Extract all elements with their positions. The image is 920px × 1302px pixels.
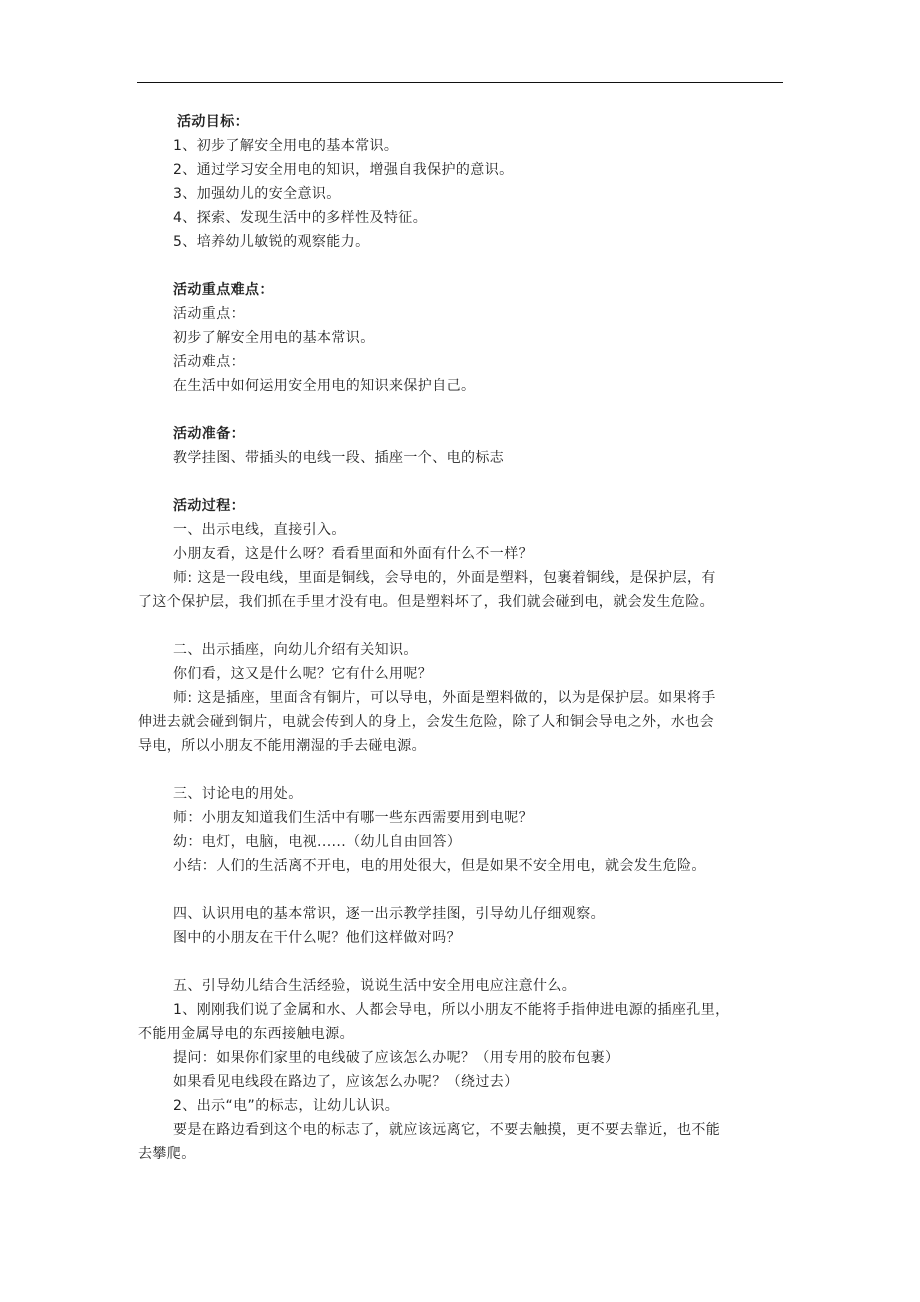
key-title: 活动重点难点： [173, 282, 274, 298]
step1-teacher-line: 了这个保护层，我们抓在手里才没有电。但是塑料坏了，我们就会碰到电，就会发生危险。 [138, 594, 714, 610]
prep-title: 活动准备： [173, 426, 245, 442]
process-title: 活动过程： [173, 498, 245, 514]
step5-ask2: 如果看见电线段在路边了，应该怎么办呢？（绕过去） [173, 1074, 519, 1090]
step5-point1: 1、刚刚我们说了金属和水、人都会导电，所以小朋友不能将手指伸进电源的插座孔里， [173, 1002, 730, 1018]
step5-point2: 2、出示“电”的标志，让幼儿认识。 [173, 1098, 400, 1114]
goal-item: 1、初步了解安全用电的基本常识。 [173, 138, 399, 154]
step4-heading: 四、认识用电的基本常识，逐一出示教学挂图，引导幼儿仔细观察。 [173, 906, 605, 922]
step2-teacher-line: 师: 这是插座，里面含有铜片，可以导电，外面是塑料做的，以为是保护层。如果将手 [173, 690, 716, 706]
goal-item: 3、加强幼儿的安全意识。 [173, 186, 341, 202]
step2-teacher-line: 伸进去就会碰到铜片，电就会传到人的身上，会发生危险，除了人和铜会导电之外，水也会 [138, 714, 714, 730]
step5-point1: 不能用金属导电的东西接触电源。 [138, 1026, 354, 1042]
step5-point3: 去攀爬。 [138, 1146, 196, 1162]
step1-teacher-line: 师: 这是一段电线，里面是铜线，会导电的，外面是塑料，包裹着铜线，是保护层，有 [173, 570, 716, 586]
prep-text: 教学挂图、带插头的电线一段、插座一个、电的标志 [173, 450, 505, 466]
step3-heading: 三、讨论电的用处。 [173, 786, 303, 802]
goal-item: 2、通过学习安全用电的知识，增强自我保护的意识。 [173, 162, 514, 178]
goals-title: 活动目标： [177, 114, 249, 130]
step2-teacher-line: 导电，所以小朋友不能用潮湿的手去碰电源。 [138, 738, 426, 754]
goal-item: 4、探索、发现生活中的多样性及特征。 [173, 210, 428, 226]
step2-heading: 二、出示插座，向幼儿介绍有关知识。 [173, 642, 418, 658]
step2-question: 你们看，这又是什么呢？它有什么用呢？ [173, 666, 433, 682]
difficulty-text: 在生活中如何运用安全用电的知识来保护自己。 [173, 378, 476, 394]
step4-question: 图中的小朋友在干什么呢？他们这样做对吗？ [173, 930, 461, 946]
step5-point3: 要是在路边看到这个电的标志了，就应该远离它，不要去触摸，更不要去靠近，也不能 [173, 1122, 721, 1138]
step3-summary: 小结：人们的生活离不开电，电的用处很大，但是如果不安全用电，就会发生危险。 [173, 858, 706, 874]
header-rule [137, 82, 783, 83]
goal-item: 5、培养幼儿敏锐的观察能力。 [173, 234, 370, 250]
step5-heading: 五、引导幼儿结合生活经验，说说生活中安全用电应注意什么。 [173, 978, 577, 994]
step1-heading: 一、出示电线，直接引入。 [173, 522, 346, 538]
step5-ask1: 提问：如果你们家里的电线破了应该怎么办呢？（用专用的胶布包裹） [173, 1050, 620, 1066]
step3-child: 幼：电灯，电脑，电视......（幼儿自由回答） [173, 834, 462, 850]
step3-teacher: 师：小朋友知道我们生活中有哪一些东西需要用到电呢？ [173, 810, 533, 826]
document-body [138, 110, 788, 1166]
difficulty-label: 活动难点： [173, 354, 245, 370]
focus-text: 初步了解安全用电的基本常识。 [173, 330, 375, 346]
focus-label: 活动重点： [173, 306, 245, 322]
step1-question: 小朋友看，这是什么呀？看看里面和外面有什么不一样？ [173, 546, 533, 562]
